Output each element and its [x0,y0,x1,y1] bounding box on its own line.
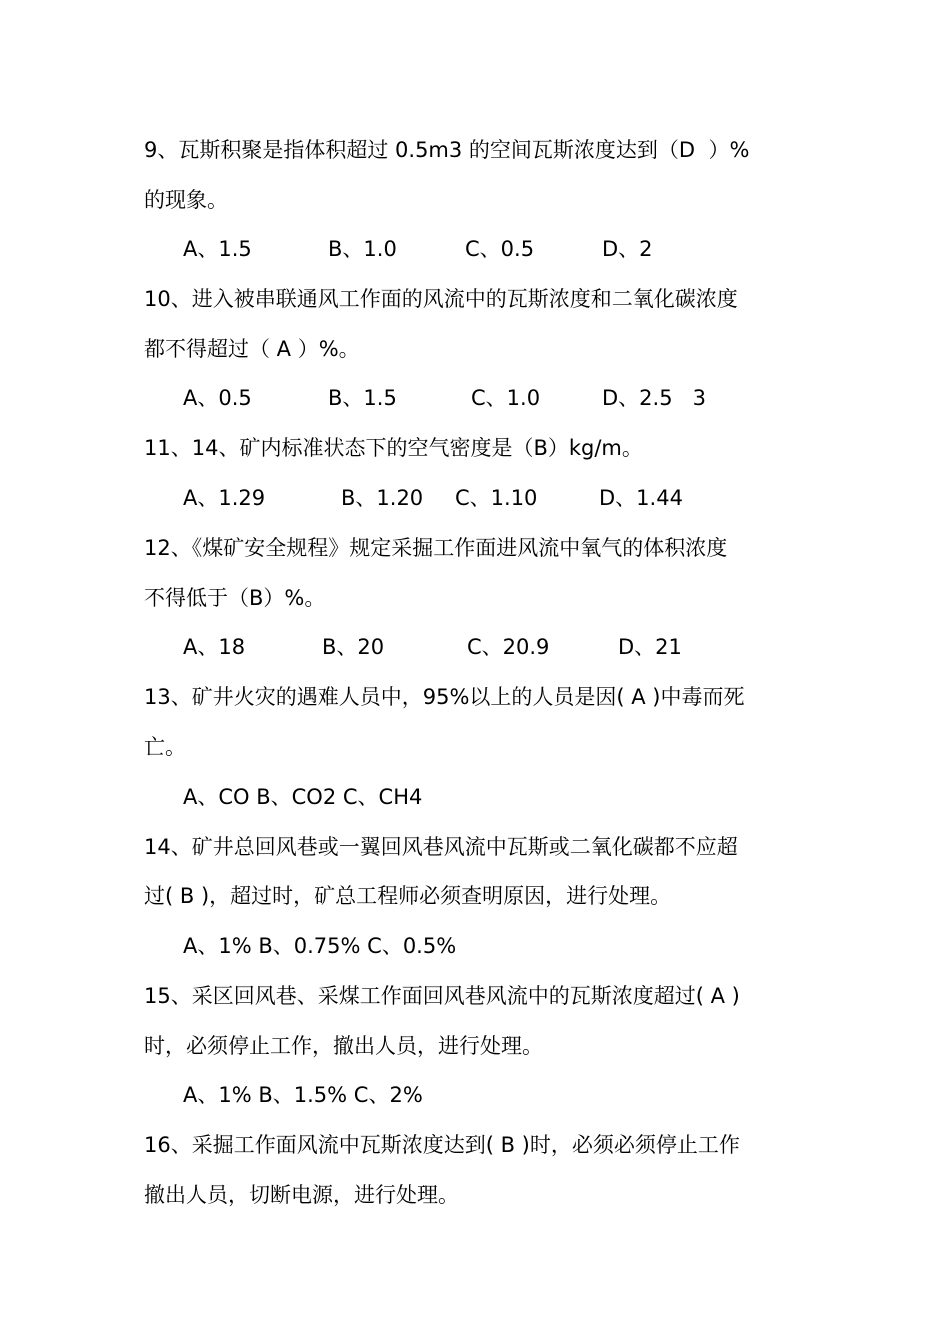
question-9-line-1: 9、瓦斯积聚是指体积超过 0.5m3 的空间瓦斯浓度达到（D ）% [144,138,750,162]
option-a: A、0.5 [183,386,252,410]
option-d: D、2.5 3 [602,386,706,410]
option-a: A、18 [183,635,246,659]
question-11-line-1: 11、14、矿内标准状态下的空气密度是（B）kg/m。 [144,436,643,460]
question-15-line-1: 15、采区回风巷、采煤工作面回风巷风流中的瓦斯浓度超过( A ) [144,984,740,1008]
question-13-line-1: 13、矿井火灾的遇难人员中，95%以上的人员是因( A )中毒而死 [144,685,745,709]
option-b: B、1.20 [341,486,424,510]
question-16-line-2: 撤出人员，切断电源，进行处理。 [144,1183,459,1207]
question-16-line-1: 16、采掘工作面风流中瓦斯浓度达到( B )时，必须必须停止工作 [144,1133,740,1157]
question-15-options: A、1% B、1.5% C、2% [183,1083,423,1107]
option-b: B、1.5 [328,386,397,410]
question-14-line-1: 14、矿井总回风巷或一翼回风巷风流中瓦斯或二氧化碳都不应超 [144,835,738,859]
option-d: D、21 [618,635,682,659]
question-14-line-2: 过( B )，超过时，矿总工程师必须查明原因，进行处理。 [144,884,672,908]
option-c: C、1.0 [471,386,541,410]
option-c: C、20.9 [467,635,550,659]
option-d: D、2 [602,237,653,261]
question-12-line-2: 不得低于（B）%。 [144,586,326,610]
question-13-options: A、CO B、CO2 C、CH4 [183,785,423,809]
question-14-options: A、1% B、0.75% C、0.5% [183,934,457,958]
option-b: B、20 [322,635,385,659]
option-b: B、1.0 [328,237,397,261]
question-9-line-2: 的现象。 [144,188,228,212]
question-10-line-2: 都不得超过（ A ）%。 [144,337,360,361]
option-c: C、0.5 [465,237,535,261]
question-12-line-1: 12、《煤矿安全规程》规定采掘工作面进风流中氧气的体积浓度 [144,536,728,560]
option-d: D、1.44 [599,486,683,510]
question-15-line-2: 时，必须停止工作，撤出人员，进行处理。 [144,1034,543,1058]
option-c: C、1.10 [455,486,538,510]
question-13-line-2: 亡。 [144,735,186,759]
option-a: A、1.5 [183,237,252,261]
option-a: A、1.29 [183,486,266,510]
question-10-line-1: 10、进入被串联通风工作面的风流中的瓦斯浓度和二氧化碳浓度 [144,287,738,311]
